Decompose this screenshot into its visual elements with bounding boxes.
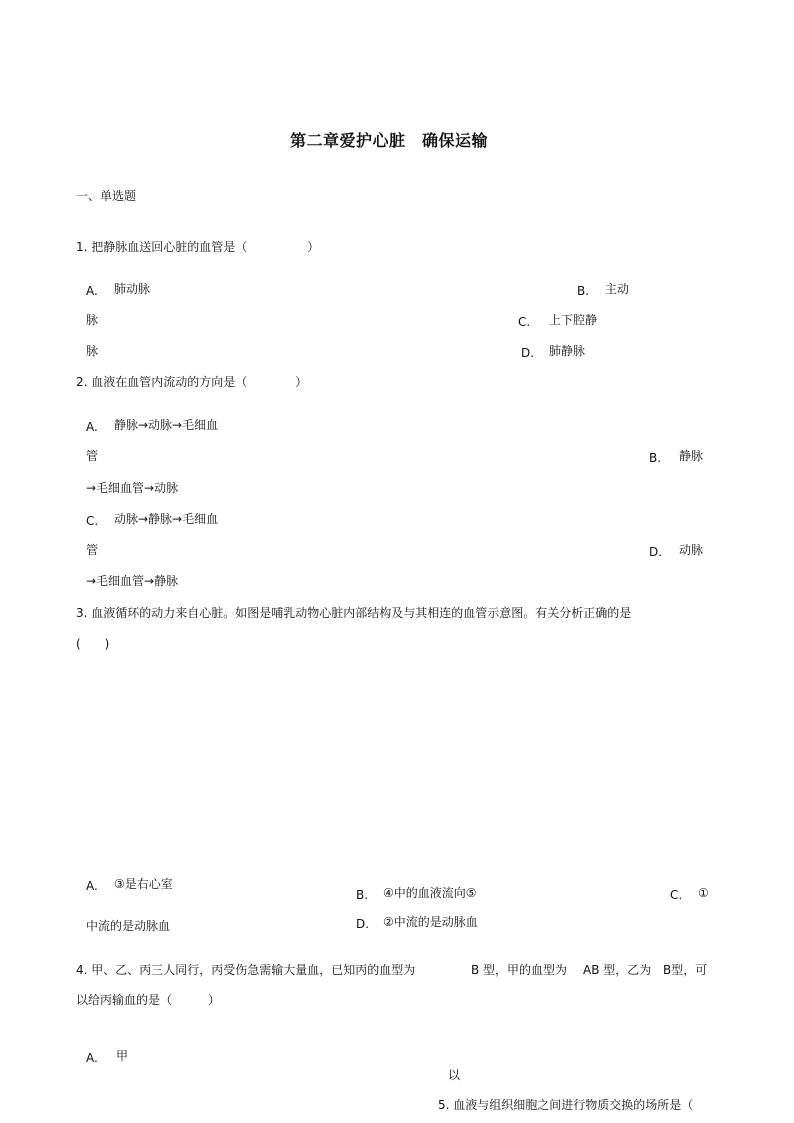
option-c-label: C. [670, 888, 683, 902]
option-a-label: A. [86, 284, 98, 298]
option-b-text: ④中的血液流向⑤ [383, 886, 477, 900]
option-c-label: C. [86, 514, 99, 528]
question-stem: 2. 血液在血管内流动的方向是（ ） [76, 375, 308, 389]
option-wrap-text: 以 [448, 1068, 461, 1082]
option-wrap-text: →毛细血管→动脉 [86, 481, 179, 495]
option-d-text: 肺静脉 [549, 344, 586, 358]
option-d-label: D. [356, 917, 370, 931]
option-wrap-text: 中流的是动脉血 [86, 919, 171, 933]
question-stem: 3. 血液循环的动力来自心脏。如图是哺乳动物心脏内部结构及与其相连的血管示意图。有关分析正确的是 [76, 606, 632, 620]
option-b-text: 主动 [605, 282, 630, 296]
question-stem-line2: 以给丙输血的是（ ） [76, 993, 221, 1007]
option-wrap-text: →毛细血管→静脉 [86, 574, 179, 588]
option-b-label: B. [649, 451, 662, 465]
question-stem-part: AB 型，乙为 [583, 963, 652, 977]
option-d-label: D. [521, 346, 535, 360]
question-stem-part: B型，可 [663, 963, 708, 977]
question-stem: 1. 把静脉血送回心脏的血管是（ ） [76, 240, 320, 254]
option-c-text: ① [698, 886, 709, 900]
option-b-label: B. [577, 284, 590, 298]
option-b-label: B. [356, 888, 369, 902]
option-wrap-text: 管 [86, 449, 99, 463]
option-d-text: ②中流的是动脉血 [383, 915, 478, 929]
option-a-text: 肺动脉 [114, 282, 151, 296]
option-a-label: A. [86, 1051, 98, 1065]
option-c-label: C. [518, 315, 531, 329]
option-c-text: 动脉→静脉→毛细血 [114, 512, 219, 526]
option-a-label: A. [86, 420, 98, 434]
question-stem-part: B 型，甲的血型为 [471, 963, 568, 977]
option-wrap-text: 脉 [86, 344, 99, 358]
option-a-text: ③是右心室 [114, 877, 173, 891]
option-wrap-text: 脉 [86, 313, 99, 327]
option-c-text: 上下腔静 [549, 313, 598, 327]
question-stem: 4. 甲、乙、丙三人同行，丙受伤急需输大量血，已知丙的血型为 [76, 963, 416, 977]
option-a-text: 静脉→动脉→毛细血 [114, 418, 219, 432]
option-wrap-text: 管 [86, 543, 99, 557]
question-stem-paren: ( ) [76, 637, 110, 651]
page-title: 第二章爱护心脏 确保运输 [290, 131, 489, 150]
option-b-text: 静脉 [679, 449, 704, 463]
option-d-label: D. [649, 545, 663, 559]
section-heading: 一、单选题 [76, 189, 137, 203]
option-d-text: 动脉 [679, 543, 704, 557]
question-stem: 5. 血液与组织细胞之间进行物质交换的场所是（ [438, 1098, 694, 1112]
option-a-label: A. [86, 879, 98, 893]
option-a-text: 甲 [116, 1049, 129, 1063]
